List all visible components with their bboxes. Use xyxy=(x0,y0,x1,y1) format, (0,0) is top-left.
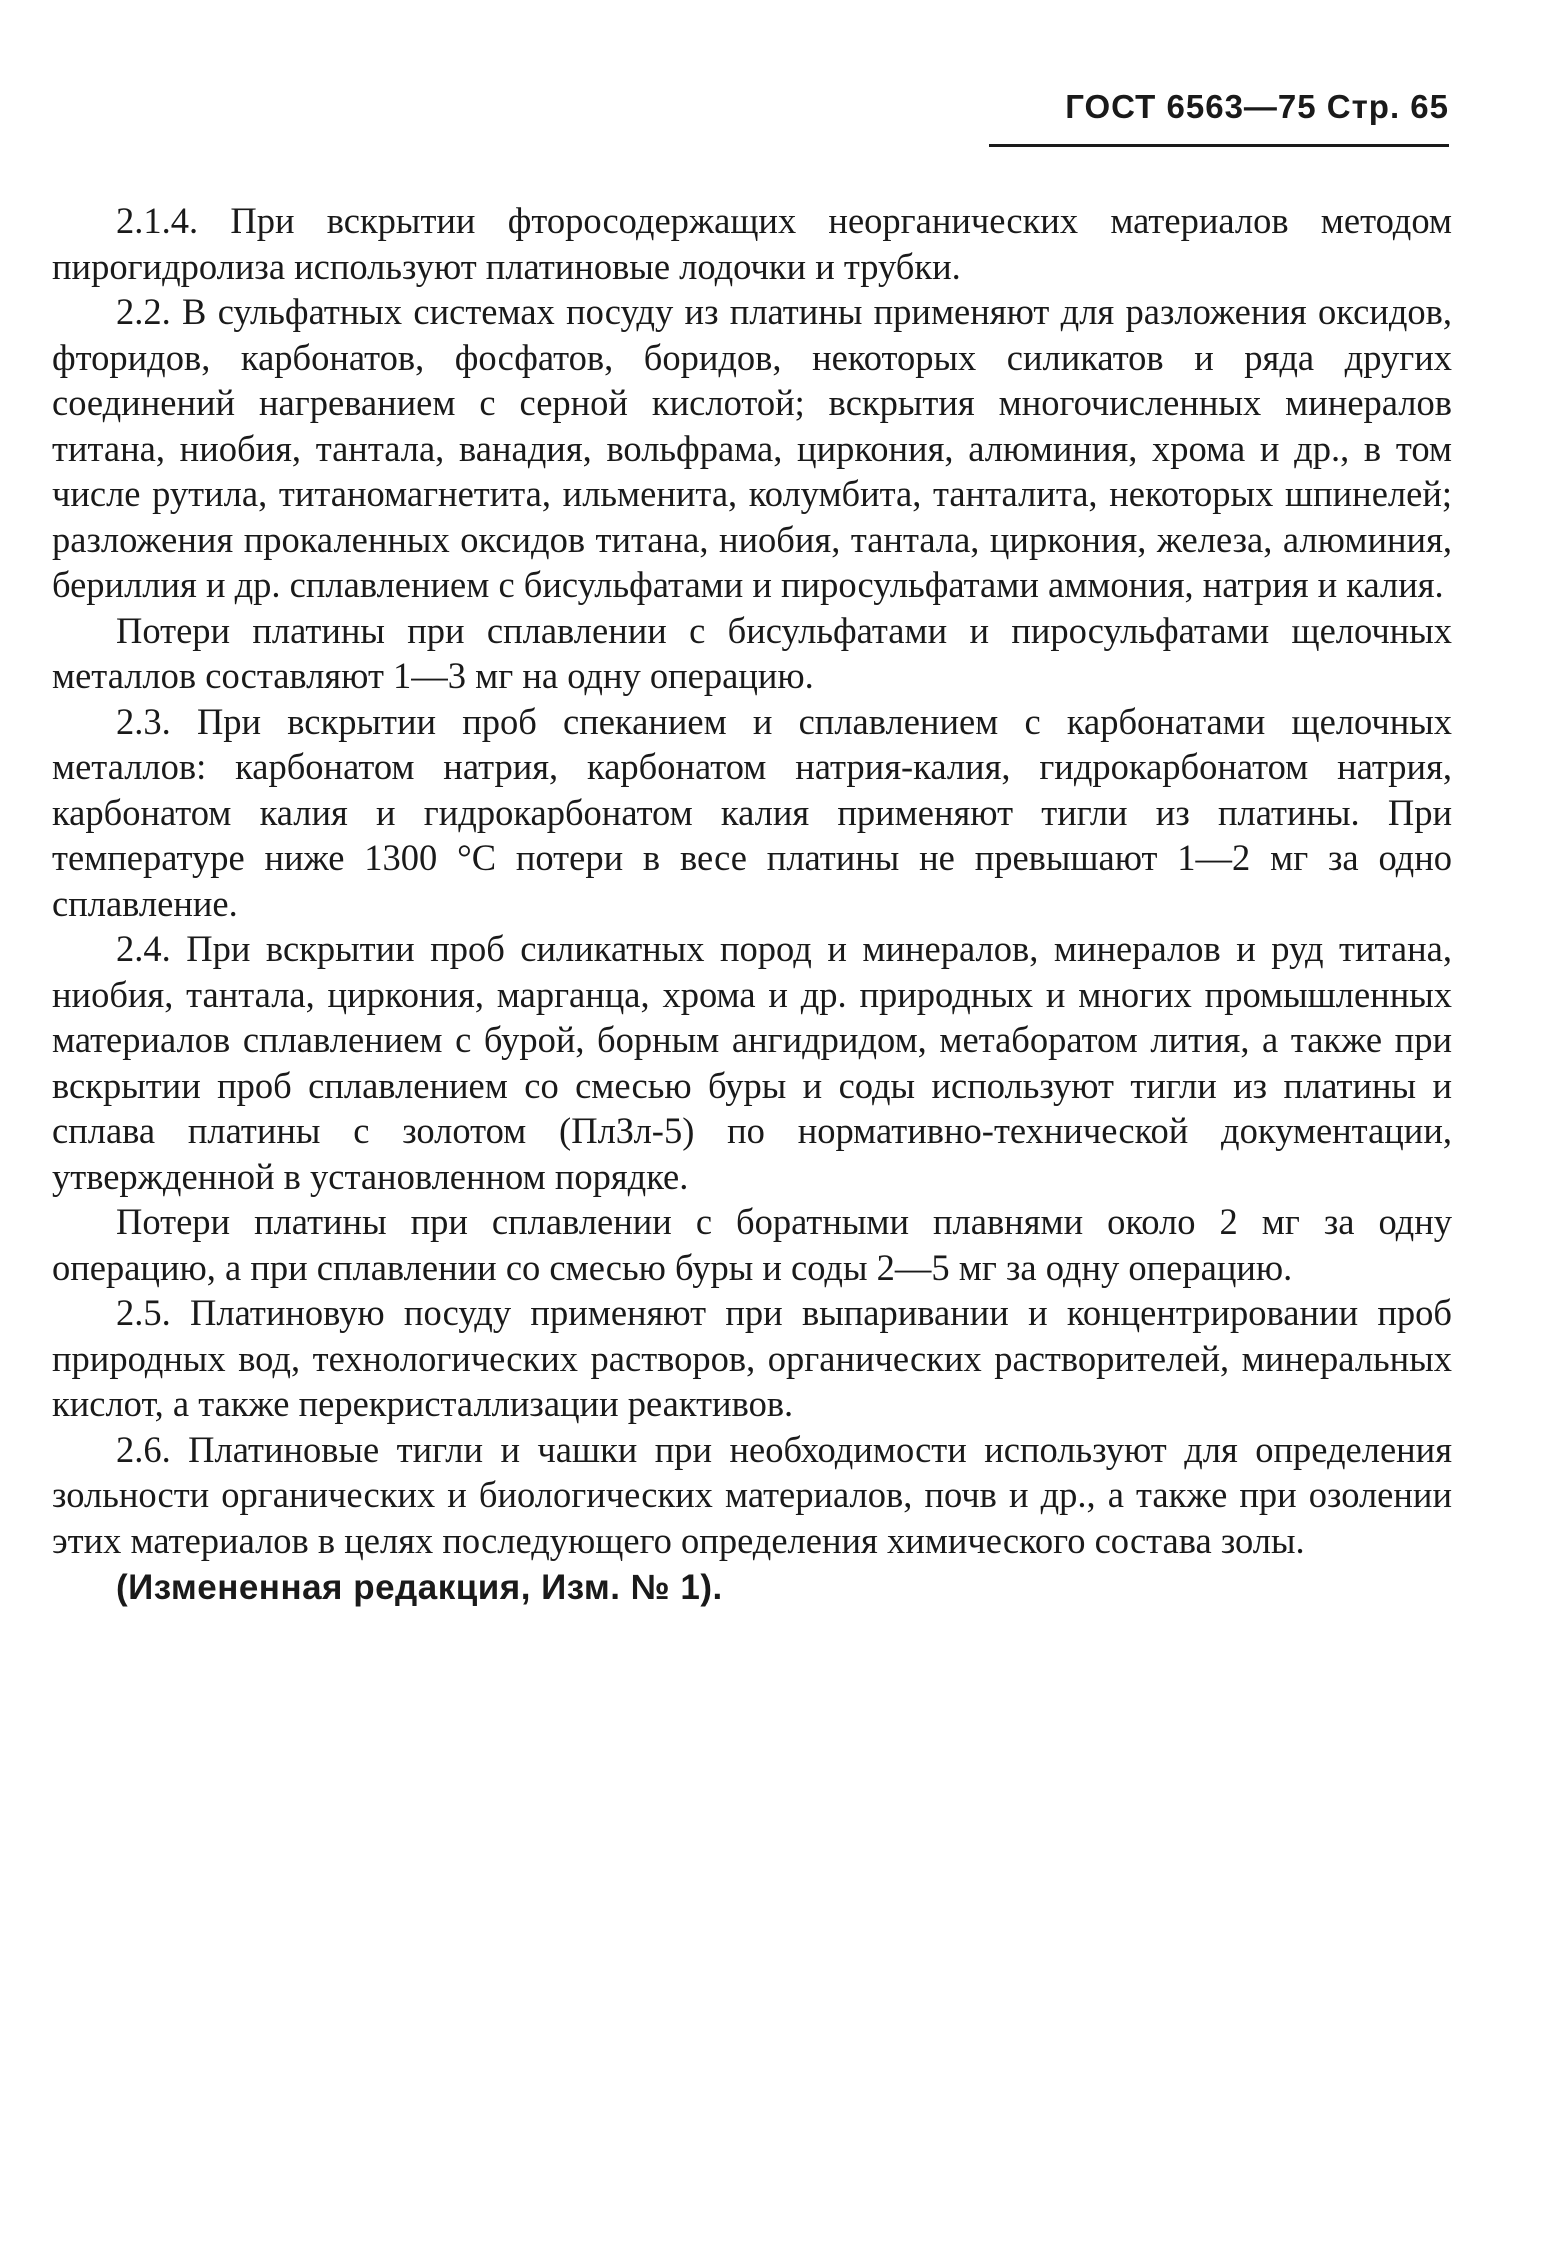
paragraph-2-3: 2.3. При вскрытии проб спеканием и сплавлением с карбонатами щелочных металлов: карбонатом натрия, карбонатом натрия-калия, гидрокарбонатом натрия, карбонатом калия и гидрокарбонатом калия применяют тигли из платины. При температуре ниже 1300 °С потери в весе платины не превышают 1—2 мг за одно сплавление. xyxy=(52,700,1452,924)
paragraph-2-1-4: 2.1.4. При вскрытии фторосодержащих неорганических материалов методом пирогидролиза используют платиновые лодочки и трубки. xyxy=(52,200,1452,287)
paragraph-2-4: 2.4. При вскрытии проб силикатных пород и минералов, минералов и руд титана, ниобия, тантала, циркония, марганца, хрома и др. природных и многих промышленных материалов сплавлением с бурой, борным ангидридом, метаборатом лития, а также при вскрытии проб сплавлением со смесью буры и соды используют тигли из платины и сплава платины с золотом (ПлЗл-5) по нормативно-технической документации, утвержденной в установленном порядке. xyxy=(52,928,1452,1197)
page-header: ГОСТ 6563—75 Стр. 65 xyxy=(989,88,1449,147)
paragraph-2-2: 2.2. В сульфатных системах посуду из платины применяют для разложения оксидов, фторидов, карбонатов, фосфатов, боридов, некоторых силикатов и ряда других соединений нагреванием с серной кислотой; вскрытия многочисленных минералов титана, ниобия, тантала, ванадия, вольфрама, циркония, алюминия, хрома и др., в том числе рутила, титаномагнетита, ильменита, колумбита, танталита, некоторых шпинелей; разложения прокаленных оксидов титана, ниобия, тантала, циркония, железа, алюминия, бериллия и др. сплавлением с бисульфатами и пиросульфатами аммония, натрия и калия. xyxy=(52,291,1452,605)
amendment-note: (Измененная редакция, Изм. № 1). xyxy=(116,1568,723,1607)
paragraph-platinum-loss-sulfates: Потери платины при сплавлении с бисульфатами и пиросульфатами щелочных металлов составляют 1—3 мг на одну операцию. xyxy=(52,609,1452,696)
paragraph-2-5: 2.5. Платиновую посуду применяют при выпаривании и концентрировании проб природных вод, технологических растворов, органических растворителей, минеральных кислот, а также перекристаллизации реактивов. xyxy=(52,1292,1452,1424)
paragraph-platinum-loss-borates: Потери платины при сплавлении с боратными плавнями около 2 мг за одну операцию, а при сплавлении со смесью буры и соды 2—5 мг за одну операцию. xyxy=(52,1201,1452,1288)
paragraph-2-6: 2.6. Платиновые тигли и чашки при необходимости используют для определения зольности органических и биологических материалов, почв и др., а также при озолении этих материалов в целях последующего определения химического состава золы. xyxy=(52,1428,1452,1561)
document-body xyxy=(52,198,1452,1611)
